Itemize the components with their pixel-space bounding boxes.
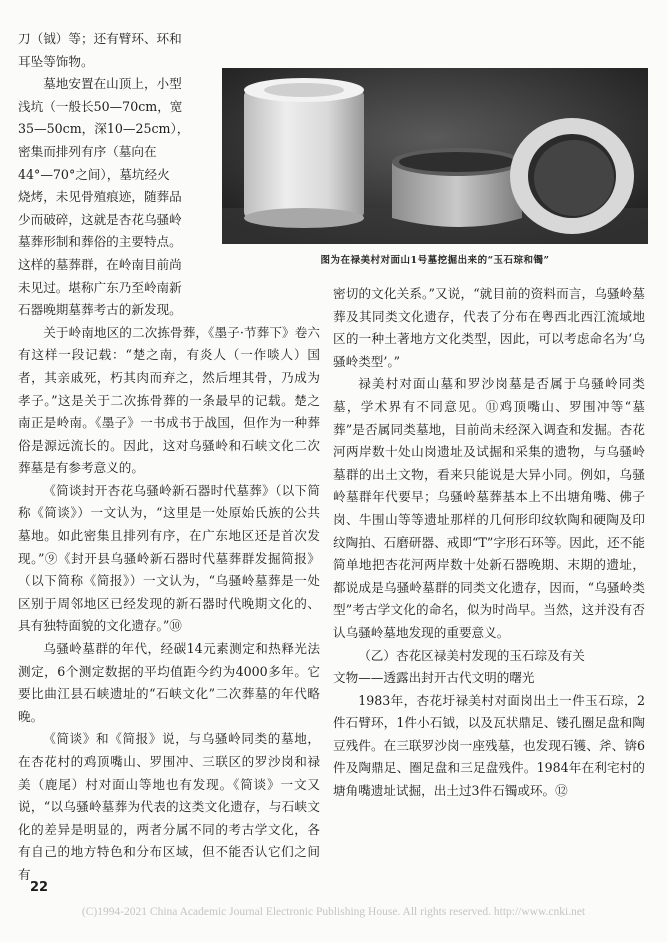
narrow-line-5: 44°—70°之间），墓坑经火 bbox=[18, 166, 170, 182]
section-heading-line-1: （乙）杏花区禄美村发现的玉石琮及有关 bbox=[358, 647, 585, 663]
copyright-footer: (C)1994-2021 China Academic Journal Electronic Publishing House. All rights reserved. http://www.cnki.net bbox=[81, 906, 586, 918]
narrow-line-2: 浅坑（一般长50—70cm，宽 bbox=[18, 98, 183, 114]
right-column bbox=[333, 283, 645, 803]
artifact-photo bbox=[222, 68, 648, 244]
section-heading-line-2: 文物——透露出封开古代文明的曙光 bbox=[333, 670, 535, 686]
figure-caption: 图为在禄美村对面山1号墓挖掘出来的“玉石琮和镯” bbox=[320, 255, 550, 266]
top-line-1: 刀（钺）等；还有臂环、环和 bbox=[18, 31, 182, 46]
narrow-paragraph bbox=[18, 73, 213, 322]
page-number: 22 bbox=[30, 880, 49, 895]
narrow-line-8: 墓葬形制和葬俗的主要特点。 bbox=[18, 234, 182, 250]
paragraph-dating: 乌骚岭墓群的年代，经碳14元素测定和热释光法测定，6个测定数据的平均值距今约为4000多年。它要比曲江县石峡遗址的“石峡文化”二次葬墓的年代略晚。 bbox=[18, 641, 320, 724]
paragraph-1983-finds: 1983年，杏花圩禄美村对面岗出土一件玉石琮，2件石臂环，1件小石钺，以及瓦状鼎足、镂孔圈足盘和陶豆残件。在三联罗沙岗一座残墓，也发现石镬、斧、锛6件及陶鼎足、圈足盘和三足盘残件。1984年在利宅村的塘角嘴遗址试掘，出土过3件石镯或环。⑫ bbox=[333, 692, 645, 799]
jade-cong-and-bracelets-image bbox=[222, 68, 648, 244]
narrow-line-3: 35—50cm，深10—25cm）， bbox=[18, 121, 190, 137]
narrow-line-11: 石器晚期墓葬考古的新发现。 bbox=[18, 302, 182, 318]
narrow-line-1: 墓地安置在山顶上，小型 bbox=[43, 76, 182, 92]
narrow-line-10: 未见过。堪称广东乃至岭南新 bbox=[18, 279, 182, 295]
stone-ring bbox=[510, 118, 634, 234]
narrow-line-4: 密集而排列有序（墓向在 bbox=[18, 143, 157, 159]
top-line-2: 耳坠等饰物。 bbox=[18, 53, 94, 69]
stone-armlet bbox=[392, 148, 522, 227]
narrow-line-7: 少而破碎，这就是杏花乌骚岭 bbox=[18, 211, 182, 227]
paragraph-jiantan-jianbao: 《简谈封开杏花乌骚岭新石器时代墓葬》（以下简称《简谈》）一文认为，“这里是一处原始氏族的公共墓地。如此密集且排列有序，在广东地区还是首次发现。”⑨《封开县乌骚岭新石器时代墓葬群发掘简报》（以下简称《简报》）一文认为，“乌骚岭墓葬是一处区别于周邻地区已经发现的新石器时代晚期文化的、具有独特面貌的文化遗存。”⑩ bbox=[18, 482, 320, 634]
narrow-line-6: 烧烤，未见骨殖痕迹，随葬品 bbox=[18, 189, 182, 205]
paragraph-cultural-relations: 密切的文化关系。”又说，“就目前的资料而言，乌骚岭墓葬及其同类文化遗存，代表了分布在粤西北西江流域地区的一种土著地方文化类型，因此，可以考虑命名为‘乌骚岭类型’。” bbox=[333, 286, 645, 369]
paragraph-burial-custom: 关于岭南地区的二次拣骨葬，《墨子·节葬下》卷六有这样一段记载：“楚之南，有炎人（一作啖人）国者，其亲戚死，朽其肉而弃之，然后埋其骨，乃成为孝子。”这是关于二次拣骨葬的一条最早的记载。楚之南正是岭南。《墨子》一书成书于战国，但作为一种葬俗是源远流长的。因此，这对乌骚岭和石峡文化二次葬墓是有参考意义的。 bbox=[18, 324, 320, 476]
paragraph-disputed-sites: 禄美村对面山墓和罗沙岗墓是否属于乌骚岭同类墓，学术界有不同意见。⑪鸡顶嘴山、罗围冲等“墓葬”是否属同类墓地，目前尚未经深入调查和发掘。杏花河两岸数十处山岗遗址及试掘和采集的遗物，与乌骚岭墓群的出土文物，看来只能说是大异小同。例如，乌骚岭墓群年代要早；乌骚岭墓葬基本上不出塘角嘴、佛子岗、牛围山等等遗址那样的几何形印纹软陶和硬陶及印纹陶拍、石磨研器、戒即“T”字形石环等。因此，还不能简单地把杏花河两岸数十处新石器晚期、末期的遗址，都说成是乌骚岭墓群的同类文化遗存，因而，“乌骚岭类型”考古学文化的命名，似为时尚早。当然，这并没有否认乌骚岭墓地发现的重要意义。 bbox=[333, 376, 645, 640]
jade-cong bbox=[244, 78, 364, 228]
paragraph-similar-sites: 《简谈》和《简报》说，与乌骚岭同类的墓地，在杏花村的鸡顶嘴山、罗围冲、三联区的罗沙岗和禄美（鹿尾）村对面山等地也有发现。《简谈》一文又说，“以乌骚岭墓葬为代表的这类文化遗存，与石峡文化的差异是明显的，两者分属不同的考古学文化，各有自己的地方特色和分布区域，但不能否认它们之间有 bbox=[18, 731, 320, 882]
narrow-line-9: 这样的墓葬群，在岭南目前尚 bbox=[18, 256, 182, 272]
